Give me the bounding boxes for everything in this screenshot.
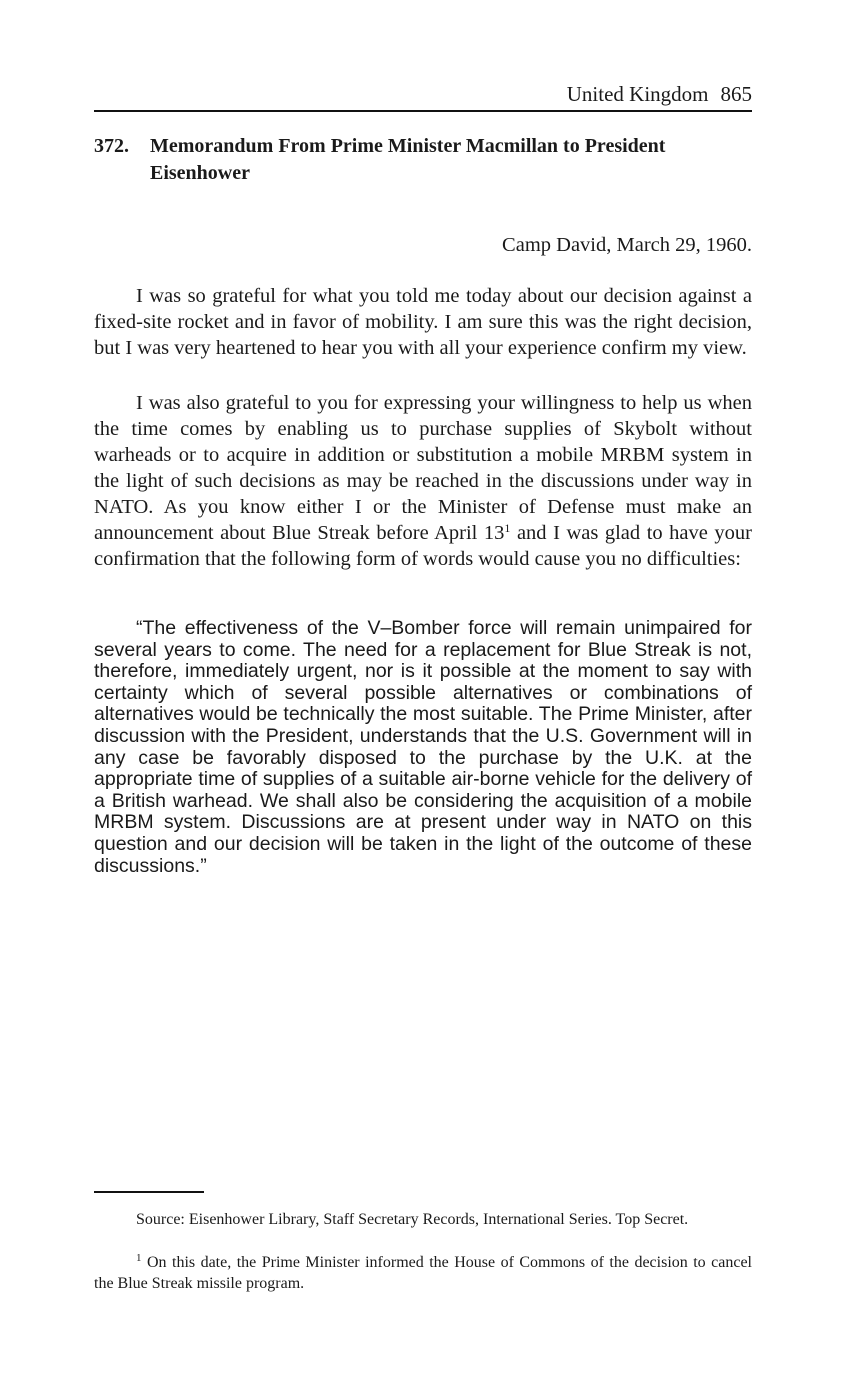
document-number: 372. (94, 135, 129, 157)
footnote-divider (94, 1191, 204, 1193)
paragraph-2 (94, 390, 752, 572)
page-number: 865 (720, 82, 752, 106)
footnote-1 (94, 1252, 752, 1294)
header-section-title: United Kingdom (566, 82, 709, 106)
paragraph-1: I was so grateful for what you told me today about our decision against a fixed-site rocket and in favor of mobility. I am sure this was the right decision, but I was very heartened to hear you with all your experience confirm my view. (94, 285, 752, 359)
document-title-text: Memorandum From Prime Minister Macmillan to President Eisenhower (150, 135, 666, 184)
paragraph-2-part-b: and I was glad to have your confirmation that the following form of words would cause you no difficulties: (94, 522, 752, 570)
document-title (94, 133, 752, 187)
footnote-reference: 1 (504, 521, 511, 535)
dateline: Camp David, March 29, 1960. (502, 234, 752, 256)
running-header (94, 80, 752, 112)
paragraph-2-part-a: I was also grateful to you for expressing your willingness to help us when the time comes by enabling us to purchase supplies of Skybolt without warheads or to acquire in addition or substitution a mobile MRBM system in the light of such decisions as may be reached in the discussions under way in NATO. As you know either I or the Minister of Defense must make an announcement about Blue Streak before April 13 (94, 392, 752, 544)
footnote-1-text: On this date, the Prime Minister informed the House of Commons of the decision to cancel the Blue Streak missile program. (94, 1254, 752, 1292)
footnote-1-marker: 1 (136, 1252, 142, 1264)
source-note: Source: Eisenhower Library, Staff Secretary Records, International Series. Top Secret. (136, 1211, 689, 1228)
block-quote: “The effectiveness of the V–Bomber force will remain unimpaired for several years to come. The need for a replacement for Blue Streak is not, therefore, immediately urgent, nor is it possible at the moment to say with certainty which of several possible alternatives or combinations of alternatives would be technically the most suitable. The Prime Minister, after discussion with the President, understands that the U.S. Government will in any case be favorably disposed to the purchase by the U.K. at the appropriate time of supplies of a suitable air-borne vehicle for the delivery of a British warhead. We shall also be considering the acquisition of a mobile MRBM system. Discussions are at present under way in NATO on this question and our decision will be taken in the light of the outcome of these discussions.” (94, 617, 752, 877)
